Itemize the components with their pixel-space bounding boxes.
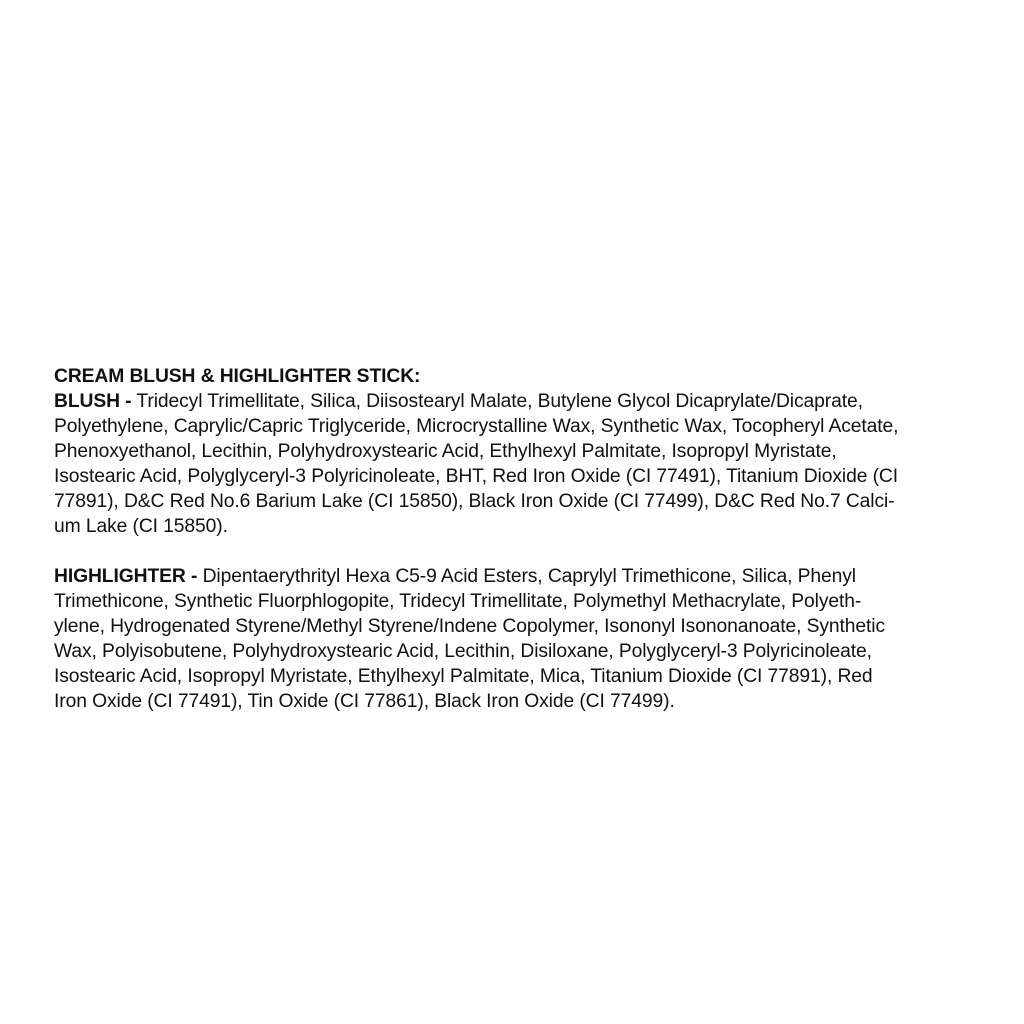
highlighter-ingredients [54,564,974,714]
blush-label: BLUSH - [54,391,132,412]
ingredient-text: Tridecyl Trimellitate, Silica, Diisostearyl Malate, Butylene Glycol Dicaprylate/Dicaprate, [136,391,863,412]
blush-ingredients [54,389,974,539]
ingredient-line [54,564,974,589]
ingredient-line: Phenoxyethanol, Lecithin, Polyhydroxystearic Acid, Ethylhexyl Palmitate, Isopropyl Myristate, [54,441,837,462]
ingredient-line: Trimethicone, Synthetic Fluorphlogopite, Tridecyl Trimellitate, Polymethyl Methacrylate, Polyeth- [54,591,862,612]
ingredient-line: um Lake (CI 15850). [54,516,228,537]
ingredients-list [54,364,974,714]
ingredient-line: Isostearic Acid, Polyglyceryl-3 Polyricinoleate, BHT, Red Iron Oxide (CI 77491), Titanium Dioxide (CI [54,466,898,487]
ingredient-line: Iron Oxide (CI 77491), Tin Oxide (CI 77861), Black Iron Oxide (CI 77499). [54,691,675,712]
ingredient-line: Wax, Polyisobutene, Polyhydroxystearic Acid, Lecithin, Disiloxane, Polyglyceryl-3 Polyricinoleate, [54,641,872,662]
ingredient-line: Polyethylene, Caprylic/Capric Triglyceride, Microcrystalline Wax, Synthetic Wax, Tocopheryl Acetate, [54,416,899,437]
ingredient-line [54,389,974,414]
highlighter-label: HIGHLIGHTER - [54,566,198,587]
ingredient-line: Isostearic Acid, Isopropyl Myristate, Ethylhexyl Palmitate, Mica, Titanium Dioxide (CI 77891), Red [54,666,873,687]
ingredient-line: ylene, Hydrogenated Styrene/Methyl Styrene/Indene Copolymer, Isononyl Isononanoate, Synthetic [54,616,886,637]
product-heading: CREAM BLUSH & HIGHLIGHTER STICK: [54,366,421,387]
ingredient-line: 77891), D&C Red No.6 Barium Lake (CI 15850), Black Iron Oxide (CI 77499), D&C Red No.7 Calci- [54,491,895,512]
ingredient-text: Dipentaerythrityl Hexa C5-9 Acid Esters, Caprylyl Trimethicone, Silica, Phenyl [202,566,856,587]
